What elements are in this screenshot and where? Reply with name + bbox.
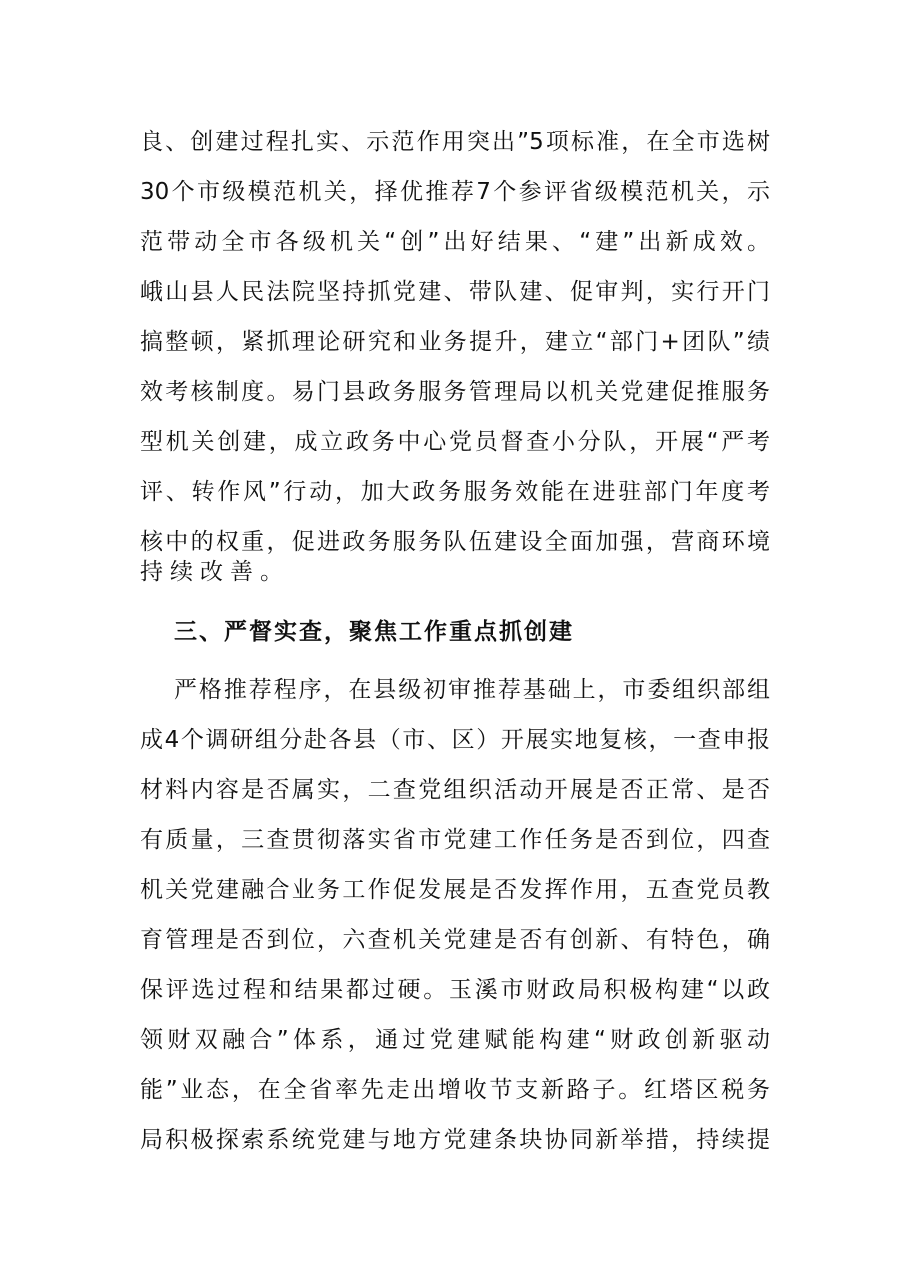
paragraph-1-line-7: 型机关创建，成立政务中心党员督查小分队，开展“严考 xyxy=(140,429,770,455)
paragraph-1-line-9: 核中的权重，促进政务服务队伍建设全面加强，营商环境 xyxy=(140,529,770,555)
paragraph-2-line-4: 有质量，三查贯彻落实省市党建工作任务是否到位，四查 xyxy=(140,827,770,853)
paragraph-1-line-6: 效考核制度。易门县政务服务管理局以机关党建促推服务 xyxy=(140,379,770,405)
paragraph-2-line-9: 能”业态，在全省率先走出增收节支新路子。红塔区税务 xyxy=(140,1077,770,1103)
section-heading: 三、严督实查，聚焦工作重点抓创建 xyxy=(174,619,574,645)
paragraph-2-line-5: 机关党建融合业务工作促发展是否发挥作用，五查党员教 xyxy=(140,877,770,903)
paragraph-2-line-3: 材料内容是否属实，二查党组织活动开展是否正常、是否 xyxy=(140,777,770,803)
paragraph-1-line-1: 良、创建过程扎实、示范作用突出”5项标准，在全市选树 xyxy=(140,129,770,155)
paragraph-1-line-8: 评、转作风”行动，加大政务服务效能在进驻部门年度考 xyxy=(140,479,770,505)
paragraph-1-line-10: 持续改善。 xyxy=(140,559,290,585)
paragraph-2-line-10: 局积极探索系统党建与地方党建条块协同新举措，持续提 xyxy=(140,1127,770,1153)
paragraph-2-line-1: 严格推荐程序，在县级初审推荐基础上，市委组织部组 xyxy=(174,677,770,703)
paragraph-1-line-4: 峨山县人民法院坚持抓党建、带队建、促审判，实行开门 xyxy=(140,279,770,305)
paragraph-1-line-5: 搞整顿，紧抓理论研究和业务提升，建立“部门+团队”绩 xyxy=(140,329,770,355)
paragraph-2-line-8: 领财双融合”体系，通过党建赋能构建“财政创新驱动 xyxy=(140,1027,770,1053)
paragraph-1-line-2: 30个市级模范机关，择优推荐7个参评省级模范机关，示 xyxy=(140,179,770,205)
paragraph-2-line-6: 育管理是否到位，六查机关党建是否有创新、有特色，确 xyxy=(140,927,770,953)
paragraph-2-line-2: 成4个调研组分赴各县（市、区）开展实地复核，一查申报 xyxy=(140,727,770,753)
paragraph-1-line-3: 范带动全市各级机关“创”出好结果、“建”出新成效。 xyxy=(140,229,770,255)
paragraph-2-line-7: 保评选过程和结果都过硬。玉溪市财政局积极构建“以政 xyxy=(140,977,770,1003)
